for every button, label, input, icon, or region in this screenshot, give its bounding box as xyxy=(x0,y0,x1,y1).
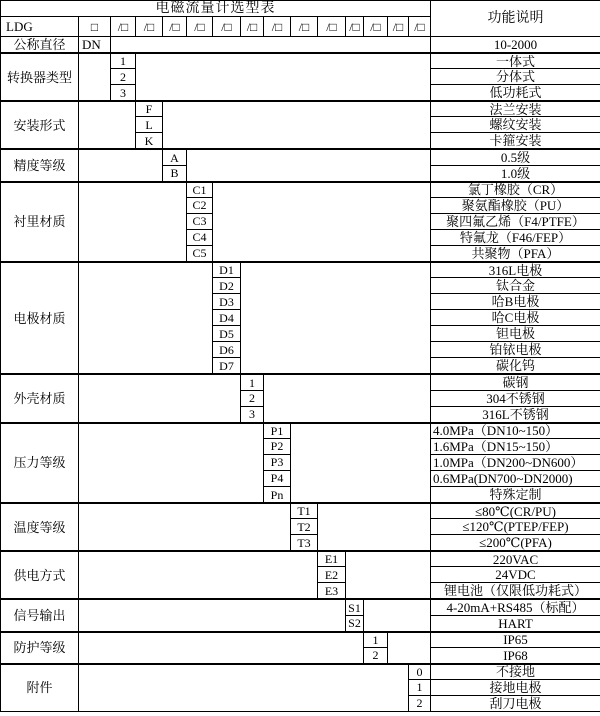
option-code: P1 xyxy=(264,423,291,439)
model-prefix: LDG xyxy=(1,17,79,37)
option-desc: 一体式 xyxy=(431,53,600,69)
option-desc: 316L电极 xyxy=(431,262,600,278)
code-slot: /□ xyxy=(163,17,187,37)
dn-code: DN xyxy=(79,37,111,53)
spacer-cell xyxy=(291,423,431,503)
option-desc: ≤120℃(PTEP/FEP) xyxy=(431,519,600,535)
function-column-header: 功能说明 xyxy=(431,1,600,37)
group-label: 供电方式 xyxy=(1,551,79,599)
spacer-cell xyxy=(79,632,364,664)
code-slot: /□ xyxy=(111,17,136,37)
option-desc: IP68 xyxy=(431,648,600,664)
spacer-cell xyxy=(241,262,431,375)
option-code: 1 xyxy=(409,680,431,696)
code-slot: /□ xyxy=(187,17,213,37)
spacer-cell xyxy=(346,551,431,599)
option-code: C4 xyxy=(187,230,213,246)
option-desc: 分体式 xyxy=(431,69,600,85)
option-desc: 铂铱电极 xyxy=(431,342,600,358)
option-code: D4 xyxy=(213,310,241,326)
option-code: C3 xyxy=(187,214,213,230)
option-desc: ≤80℃(CR/PU) xyxy=(431,503,600,519)
group-label: 转换器类型 xyxy=(1,53,79,101)
option-desc: 聚四氟乙烯（F4/PTFE） xyxy=(431,214,600,230)
spacer-cell xyxy=(364,599,431,631)
code-slot: /□ xyxy=(241,17,264,37)
option-desc: 低功耗式 xyxy=(431,85,600,101)
option-code: D6 xyxy=(213,342,241,358)
spacer-cell xyxy=(318,503,431,551)
code-slot: /□ xyxy=(388,17,409,37)
group-label: 安装形式 xyxy=(1,101,79,149)
option-desc: 24VDC xyxy=(431,567,600,583)
option-code: 2 xyxy=(364,648,388,664)
option-code: S1 xyxy=(346,599,364,615)
spacer-cell xyxy=(187,149,431,181)
group-label: 外壳材质 xyxy=(1,374,79,422)
dn-label: 公称直径 xyxy=(1,37,79,53)
option-code: A xyxy=(163,149,187,165)
option-desc: ≤200℃(PFA) xyxy=(431,535,600,551)
option-code: T2 xyxy=(291,519,318,535)
code-slot: /□ xyxy=(364,17,388,37)
option-code: D3 xyxy=(213,294,241,310)
table-title: 电磁流量计选型表 xyxy=(1,1,431,17)
option-code: C5 xyxy=(187,246,213,262)
option-code: T1 xyxy=(291,503,318,519)
group-label: 精度等级 xyxy=(1,149,79,181)
option-code: 3 xyxy=(241,407,264,423)
option-code: 1 xyxy=(111,53,136,69)
option-code: B xyxy=(163,166,187,182)
option-desc: 特殊定制 xyxy=(431,487,600,503)
option-desc: 220VAC xyxy=(431,551,600,567)
option-desc: 1.0MPa（DN200~DN600） xyxy=(431,455,600,471)
option-desc: 316L不锈钢 xyxy=(431,407,600,423)
option-desc: 不接地 xyxy=(431,664,600,680)
spacer-cell xyxy=(163,101,431,149)
option-code: 1 xyxy=(241,374,264,390)
spacer-cell xyxy=(79,664,409,712)
option-desc: 共聚物（PFA） xyxy=(431,246,600,262)
option-code: Pn xyxy=(264,487,291,503)
option-code: E3 xyxy=(318,583,346,599)
model-box: □ xyxy=(79,17,111,37)
option-code: F xyxy=(136,101,163,117)
option-code: E1 xyxy=(318,551,346,567)
spacer-cell xyxy=(213,182,431,262)
option-desc: 锂电池（仅限低功耗式） xyxy=(431,583,600,599)
group-label: 压力等级 xyxy=(1,423,79,503)
option-desc: 钽电极 xyxy=(431,326,600,342)
spacer-cell xyxy=(79,599,346,631)
option-desc: 氯丁橡胶（CR） xyxy=(431,182,600,198)
option-desc: 螺纹安装 xyxy=(431,117,600,133)
group-label: 温度等级 xyxy=(1,503,79,551)
option-desc: 1.0级 xyxy=(431,166,600,182)
spacer-cell xyxy=(79,374,241,422)
option-desc: HART xyxy=(431,616,600,632)
option-desc: IP65 xyxy=(431,632,600,648)
option-desc: 哈C电极 xyxy=(431,310,600,326)
option-code: T3 xyxy=(291,535,318,551)
group-label: 信号输出 xyxy=(1,599,79,631)
option-code: P4 xyxy=(264,471,291,487)
spacer-cell xyxy=(79,149,163,181)
option-code: D7 xyxy=(213,358,241,374)
option-desc: 刮刀电极 xyxy=(431,696,600,712)
group-label: 电极材质 xyxy=(1,262,79,375)
option-desc: 0.6MPa(DN700~DN2000) xyxy=(431,471,600,487)
dn-desc: 10-2000 xyxy=(431,37,600,53)
code-slot: /□ xyxy=(318,17,346,37)
spacer-cell xyxy=(79,262,213,375)
option-code: P2 xyxy=(264,439,291,455)
option-code: C1 xyxy=(187,182,213,198)
option-desc: 接地电极 xyxy=(431,680,600,696)
option-code: E2 xyxy=(318,567,346,583)
spacer-cell xyxy=(111,37,431,53)
code-slot: /□ xyxy=(291,17,318,37)
option-desc: 钛合金 xyxy=(431,278,600,294)
option-code: D2 xyxy=(213,278,241,294)
option-desc: 法兰安装 xyxy=(431,101,600,117)
option-code: 1 xyxy=(364,632,388,648)
option-code: P3 xyxy=(264,455,291,471)
option-desc: 0.5级 xyxy=(431,149,600,165)
option-code: 2 xyxy=(409,696,431,712)
option-desc: 304不锈钢 xyxy=(431,391,600,407)
option-desc: 碳钢 xyxy=(431,374,600,390)
option-desc: 碳化钨 xyxy=(431,358,600,374)
option-desc: 1.6MPa（DN15~150） xyxy=(431,439,600,455)
code-slot: /□ xyxy=(409,17,431,37)
spacer-cell xyxy=(388,632,431,664)
option-desc: 卡箍安装 xyxy=(431,133,600,149)
spacer-cell xyxy=(136,53,431,101)
code-slot: /□ xyxy=(346,17,364,37)
group-label: 防护等级 xyxy=(1,632,79,664)
option-code: 3 xyxy=(111,85,136,101)
option-code: 0 xyxy=(409,664,431,680)
option-code: 2 xyxy=(241,391,264,407)
option-code: K xyxy=(136,133,163,149)
option-desc: 聚氨酯橡胶（PU） xyxy=(431,198,600,214)
spacer-cell xyxy=(79,551,318,599)
option-code: S2 xyxy=(346,616,364,632)
option-code: D5 xyxy=(213,326,241,342)
option-code: 2 xyxy=(111,69,136,85)
code-slot: /□ xyxy=(264,17,291,37)
group-label: 附件 xyxy=(1,664,79,712)
option-desc: 4-20mA+RS485（标配） xyxy=(431,599,600,615)
option-code: D1 xyxy=(213,262,241,278)
code-slot: /□ xyxy=(213,17,241,37)
option-desc: 特氟龙（F46/FEP） xyxy=(431,230,600,246)
code-slot: /□ xyxy=(136,17,163,37)
option-code: C2 xyxy=(187,198,213,214)
group-label: 衬里材质 xyxy=(1,182,79,262)
spacer-cell xyxy=(264,374,431,422)
spacer-cell xyxy=(79,101,136,149)
spacer-cell xyxy=(79,503,291,551)
spacer-cell xyxy=(79,53,111,101)
spacer-cell xyxy=(79,423,264,503)
spacer-cell xyxy=(79,182,187,262)
option-code: L xyxy=(136,117,163,133)
option-desc: 4.0MPa（DN10~150） xyxy=(431,423,600,439)
option-desc: 哈B电极 xyxy=(431,294,600,310)
